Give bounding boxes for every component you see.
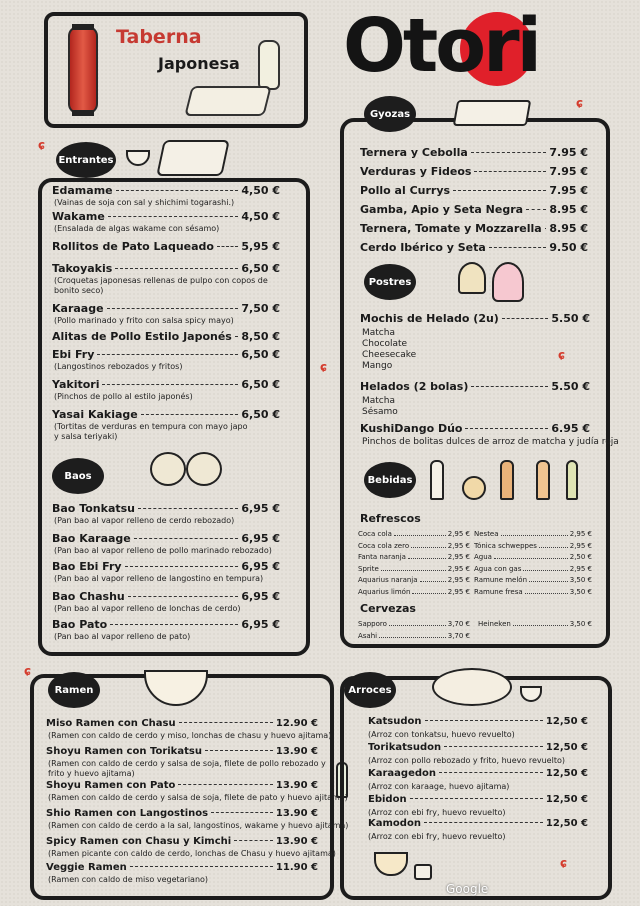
leader-dots [138, 508, 238, 509]
menu-item-description: (Langostinos rebozados y fritos) [54, 362, 183, 371]
menu-item-description: bonito seco) [54, 286, 104, 295]
item-title: Kamodon [368, 818, 421, 829]
menu-item-name [360, 184, 588, 197]
drink-price: 3,70 € [447, 632, 470, 640]
menu-item-name [360, 312, 590, 325]
item-price: 8.95 € [549, 222, 588, 235]
item-price: 12,50 € [545, 768, 588, 779]
menu-item-description: (Arroz con pollo rebozado y frito, huevo revuelto) [368, 756, 565, 765]
menu-item-name [52, 330, 280, 343]
leader-dots [439, 772, 543, 773]
swirl-icon: ɕ [24, 664, 32, 678]
item-price: 4,50 € [241, 184, 280, 197]
drink-price: 2,95 € [569, 564, 592, 573]
leader-dots [545, 228, 547, 229]
menu-item-description: (Vainas de soja con sal y shichimi togarashi.) [54, 198, 235, 207]
menu-item-name [368, 716, 588, 727]
menu-item-description: (Pan bao al vapor relleno de pollo marinado rebozado) [54, 546, 272, 555]
drink-row [358, 576, 470, 584]
menu-item-description: (Pan bao al vapor relleno de cerdo rebozado) [54, 516, 235, 525]
item-title: Cerdo Ibérico y Seta [360, 241, 486, 254]
item-price: 12,50 € [545, 742, 588, 753]
item-title: Bao Ebi Fry [52, 560, 122, 573]
baos-badge: Baos [52, 458, 104, 494]
drink-row [474, 565, 592, 573]
menu-item-description: Pinchos de bolitas dulces de arroz de matcha y judía roja [362, 437, 619, 447]
item-title: Ternera y Cebolla [360, 146, 468, 159]
item-price: 6,95 € [241, 502, 280, 515]
leader-dots [108, 216, 239, 217]
item-title: Yasai Kakiage [52, 408, 138, 421]
drink-row [358, 565, 470, 573]
item-title: Gamba, Apio y Seta Negra [360, 203, 524, 216]
leader-dots [453, 190, 546, 191]
menu-item-name [52, 618, 280, 631]
leader-dots [235, 336, 239, 337]
drink-row [358, 588, 470, 596]
item-title: Ebidon [368, 794, 407, 805]
leader-dots [502, 318, 549, 319]
item-title: Bao Karaage [52, 532, 131, 545]
drink-name: Aquarius naranja [358, 576, 418, 584]
leader-dots [205, 750, 273, 751]
rice-plate-icon [432, 668, 512, 706]
drink-row [358, 553, 470, 561]
gyoza-plate-icon [453, 100, 532, 126]
leader-dots [494, 551, 568, 559]
title-box [44, 12, 308, 128]
item-price: 5,95 € [241, 240, 280, 253]
menu-item-description: y salsa teriyaki) [54, 432, 118, 441]
drink-name: Asahi [358, 632, 378, 640]
menu-item-description: (Arroz con ebi fry, huevo revuelto) [368, 808, 506, 817]
item-title: Rollitos de Pato Laqueado [52, 240, 214, 253]
menu-item-name [46, 836, 318, 847]
item-price: 13.90 € [275, 746, 318, 757]
drink-name: Ramune melón [474, 576, 528, 584]
drink-name: Agua con gas [474, 564, 522, 573]
watermark: Google [446, 882, 489, 896]
menu-item-name [52, 210, 280, 223]
leader-dots [471, 386, 548, 387]
item-title: Ebi Fry [52, 348, 95, 361]
item-title: Katsudon [368, 716, 422, 727]
arroces-badge: Arroces [344, 672, 396, 708]
leader-dots [410, 798, 543, 799]
menu-item-name [52, 560, 280, 573]
drink-name: Coca cola [358, 530, 392, 538]
leader-dots [526, 209, 546, 210]
swirl-icon: ɕ [38, 138, 46, 152]
drink-row [474, 542, 592, 550]
item-title: Mochis de Helado (2u) [360, 312, 499, 325]
drink-name: Agua [474, 553, 492, 561]
ramen-badge: Ramen [48, 672, 100, 708]
menu-item-name [52, 502, 280, 515]
bao-bun-icon [150, 452, 186, 486]
leader-dots [471, 152, 547, 153]
taberna-subtitle: Japonesa [158, 54, 240, 73]
item-title: Veggie Ramen [46, 862, 127, 873]
menu-item-name [52, 532, 280, 545]
item-price: 8,50 € [241, 330, 280, 343]
mochi-icon [492, 262, 524, 302]
item-title: Shoyu Ramen con Torikatsu [46, 746, 202, 757]
menu-item-name [46, 808, 318, 819]
menu-item-description: (Arroz con karaage, huevo ajitama) [368, 782, 510, 791]
item-title: Bao Tonkatsu [52, 502, 135, 515]
postres-badge: Postres [364, 264, 416, 300]
drink-row [478, 620, 592, 628]
item-price: 6,95 € [241, 618, 280, 631]
item-title: Karaage [52, 302, 104, 315]
drink-price: 2,95 € [447, 541, 470, 550]
drink-row [358, 530, 470, 538]
drink-row [474, 553, 592, 561]
item-price: 13.90 € [275, 836, 318, 847]
menu-item-description: (Pan bao al vapor relleno de langostino en tempura) [54, 574, 264, 583]
item-price: 6,50 € [241, 348, 280, 361]
item-title: Wakame [52, 210, 105, 223]
menu-item-description: Mango [362, 361, 393, 371]
menu-item-name [368, 742, 588, 753]
menu-item-name [360, 146, 588, 159]
menu-item-description: (Pan bao al vapor relleno de lonchas de cerdo) [54, 604, 241, 613]
drink-price: 2,95 € [447, 587, 470, 596]
leader-dots [141, 414, 239, 415]
menu-item-description: Matcha [362, 396, 395, 406]
item-price: 12,50 € [545, 716, 588, 727]
drink-price: 2,95 € [569, 541, 592, 550]
leader-dots [408, 551, 446, 559]
menu-item-name [52, 590, 280, 603]
item-price: 5.50 € [551, 380, 590, 393]
item-title: Takoyakis [52, 262, 113, 275]
leader-dots [474, 171, 546, 172]
menu-item-name [360, 422, 590, 435]
dango-icon [458, 262, 486, 294]
drink-price: 3,50 € [569, 587, 592, 596]
leader-dots [115, 268, 238, 269]
drink-name: Fanta naranja [358, 553, 406, 561]
drink-price: 2,95 € [447, 553, 470, 561]
item-price: 9.50 € [549, 241, 588, 254]
menu-item-name [46, 718, 318, 729]
menu-item-name [360, 165, 588, 178]
leader-dots [125, 566, 239, 567]
menu-item-name [360, 203, 588, 216]
menu-item-name [52, 408, 280, 421]
item-price: 7.95 € [549, 165, 588, 178]
entrantes-badge: Entrantes [56, 142, 116, 178]
item-title: Bao Pato [52, 618, 108, 631]
item-price: 4,50 € [241, 210, 280, 223]
menu-item-name [46, 746, 318, 757]
menu-item-name [52, 184, 280, 197]
menu-item-description: (Ramen picante con caldo de cerdo, lonchas de Chasu y huevo ajitama) [48, 849, 336, 858]
drink-name: Ramune fresa [474, 587, 523, 596]
menu-item-description: (Tortitas de verduras en tempura con mayo japo [54, 422, 248, 431]
leader-dots [489, 247, 547, 248]
item-price: 7.95 € [549, 184, 588, 197]
menu-item-name [52, 348, 280, 361]
menu-item-description: (Ramen con caldo de cerdo y salsa de soja, filete de pato y huevo ajitama) [48, 793, 348, 802]
leader-dots [501, 528, 568, 536]
leader-dots [424, 822, 543, 823]
swirl-icon: ɕ [320, 360, 328, 374]
leader-dots [379, 630, 446, 638]
item-price: 6,50 € [241, 408, 280, 421]
gyozas-badge: Gyozas [364, 96, 416, 132]
leader-dots [412, 586, 445, 594]
leader-dots [107, 308, 239, 309]
menu-item-description: Cheesecake [362, 350, 417, 360]
item-price: 7.95 € [549, 146, 588, 159]
drink-row [358, 620, 470, 628]
leader-dots [116, 190, 239, 191]
brand-logo: Otori [343, 3, 539, 89]
menu-item-description: (Ramen con caldo de cerdo y salsa de soja, filete de pollo rebozado y [48, 759, 326, 768]
leader-dots [211, 812, 273, 813]
item-title: Alitas de Pollo Estilo Japonés [52, 330, 232, 343]
bottle-icon [566, 460, 578, 500]
menu-item-name [46, 780, 318, 791]
leader-dots [425, 720, 543, 721]
drink-price: 3,70 € [447, 620, 470, 628]
menu-item-name [360, 222, 588, 235]
menu-item-description: (Arroz con tonkatsu, huevo revuelto) [368, 730, 515, 739]
menu-item-description: (Croquetas japonesas rellenas de pulpo con copos de [54, 276, 268, 285]
bottle-icon [536, 460, 550, 500]
leader-dots [444, 746, 543, 747]
leader-dots [217, 246, 238, 247]
menu-item-name [360, 380, 590, 393]
item-price: 6,95 € [241, 590, 280, 603]
leader-dots [134, 538, 239, 539]
menu-item-description: (Pinchos de pollo al estilo japonés) [54, 392, 193, 401]
drink-name: Sprite [358, 564, 379, 573]
leader-dots [381, 563, 446, 571]
item-title: Miso Ramen con Chasu [46, 718, 176, 729]
leader-dots [128, 596, 239, 597]
menu-item-description: (Pollo marinado y frito con salsa spicy mayo) [54, 316, 234, 325]
item-title: Shio Ramen con Langostinos [46, 808, 209, 819]
item-price: 6,50 € [241, 262, 280, 275]
item-price: 12,50 € [545, 818, 588, 829]
bebidas-badge: Bebidas [364, 462, 416, 498]
item-title: Bao Chashu [52, 590, 125, 603]
item-title: Torikatsudon [368, 742, 442, 753]
item-title: Spicy Ramen con Chasu y Kimchi [46, 836, 232, 847]
sushi-plate-icon [184, 86, 271, 116]
menu-item-name [46, 862, 318, 873]
item-price: 6,50 € [241, 378, 280, 391]
drink-row [474, 530, 592, 538]
menu-item-name [368, 768, 588, 779]
menu-item-name [368, 794, 588, 805]
drink-price: 2,95 € [569, 530, 592, 538]
item-title: KushiDango Dúo [360, 422, 463, 435]
drink-price: 2,50 € [569, 553, 592, 561]
leader-dots [394, 528, 446, 536]
leader-dots [525, 586, 568, 594]
drink-name: Heineken [478, 620, 511, 628]
item-price: 6,95 € [241, 560, 280, 573]
sake-cup-icon [462, 476, 486, 500]
leader-dots [465, 428, 548, 429]
drink-price: 2,95 € [447, 576, 470, 584]
drink-row [474, 576, 592, 584]
swirl-icon: ɕ [560, 856, 568, 870]
menu-item-name [360, 241, 588, 254]
item-title: Shoyu Ramen con Pato [46, 780, 176, 791]
cervezas-heading: Cervezas [360, 602, 416, 615]
item-title: Verduras y Fideos [360, 165, 472, 178]
swirl-icon: ɕ [576, 96, 584, 110]
refrescos-heading: Refrescos [360, 512, 421, 525]
item-price: 12,50 € [545, 794, 588, 805]
leader-dots [513, 618, 568, 626]
menu-item-description: (Ensalada de algas wakame con sésamo) [54, 224, 220, 233]
drink-name: Tónica schweppes [474, 541, 537, 550]
bao-bun-icon [186, 452, 222, 486]
lantern-icon [68, 26, 98, 114]
drink-price: 2,95 € [447, 564, 470, 573]
drink-price: 3,50 € [569, 576, 592, 584]
menu-item-description: (Ramen con caldo de cerdo a la sal, langostinos, wakame y huevo ajitama) [48, 821, 349, 830]
item-price: 7,50 € [241, 302, 280, 315]
drink-name: Aquarius limón [358, 587, 411, 596]
bowl-icon [126, 150, 150, 166]
leader-dots [130, 866, 273, 867]
leader-dots [179, 722, 273, 723]
menu-item-name [368, 818, 588, 829]
leader-dots [539, 540, 568, 548]
item-title: Pollo al Currys [360, 184, 451, 197]
leader-dots [411, 540, 446, 548]
leader-dots [420, 574, 446, 582]
item-price: 6,95 € [241, 532, 280, 545]
leader-dots [234, 840, 273, 841]
leader-dots [529, 574, 568, 582]
leader-dots [178, 784, 273, 785]
drink-name: Nestea [474, 530, 499, 538]
item-title: Edamame [52, 184, 113, 197]
drink-row [358, 542, 470, 550]
menu-item-description: (Arroz con ebi fry, huevo revuelto) [368, 832, 506, 841]
bottle-icon [500, 460, 514, 500]
item-price: 11.90 € [275, 862, 318, 873]
menu-item-name [52, 262, 280, 275]
menu-item-description: Chocolate [362, 339, 408, 349]
menu-item-description: (Ramen con caldo de cerdo y miso, lonchas de chasu y huevo ajitama) [48, 731, 332, 740]
drink-name: Sapporo [358, 620, 387, 628]
leader-dots [110, 624, 238, 625]
menu-item-description: Sésamo [362, 407, 398, 417]
menu-item-description: (Ramen con caldo de miso vegetariano) [48, 875, 209, 884]
menu-item-description: frito y huevo ajitama) [48, 769, 135, 778]
drink-price: 3,50 € [569, 620, 592, 628]
item-price: 13.90 € [275, 808, 318, 819]
drink-price: 2,95 € [447, 530, 470, 538]
drink-row [474, 588, 592, 596]
item-title: Helados (2 bolas) [360, 380, 469, 393]
bento-tray-icon [156, 140, 230, 176]
item-price: 13.90 € [275, 780, 318, 791]
sake-bottle-icon [258, 40, 280, 90]
leader-dots [523, 563, 567, 571]
menu-item-description: Matcha [362, 328, 395, 338]
leader-dots [102, 384, 238, 385]
taberna-title: Taberna [116, 26, 202, 48]
leader-dots [389, 618, 446, 626]
item-price: 8.95 € [549, 203, 588, 216]
item-price: 12.90 € [275, 718, 318, 729]
leader-dots [97, 354, 238, 355]
item-title: Yakitori [52, 378, 100, 391]
item-title: Ternera, Tomate y Mozzarella [360, 222, 542, 235]
menu-item-name [52, 302, 280, 315]
cup-icon [414, 864, 432, 880]
item-price: 5.50 € [551, 312, 590, 325]
bottle-icon [430, 460, 444, 500]
item-price: 6.95 € [551, 422, 590, 435]
menu-item-name [52, 240, 280, 253]
item-title: Karaagedon [368, 768, 437, 779]
drink-row [358, 632, 470, 640]
swirl-icon: ɕ [558, 348, 566, 362]
drink-name: Coca cola zero [358, 541, 410, 550]
menu-item-name [52, 378, 280, 391]
menu-item-description: (Pan bao al vapor relleno de pato) [54, 632, 191, 641]
